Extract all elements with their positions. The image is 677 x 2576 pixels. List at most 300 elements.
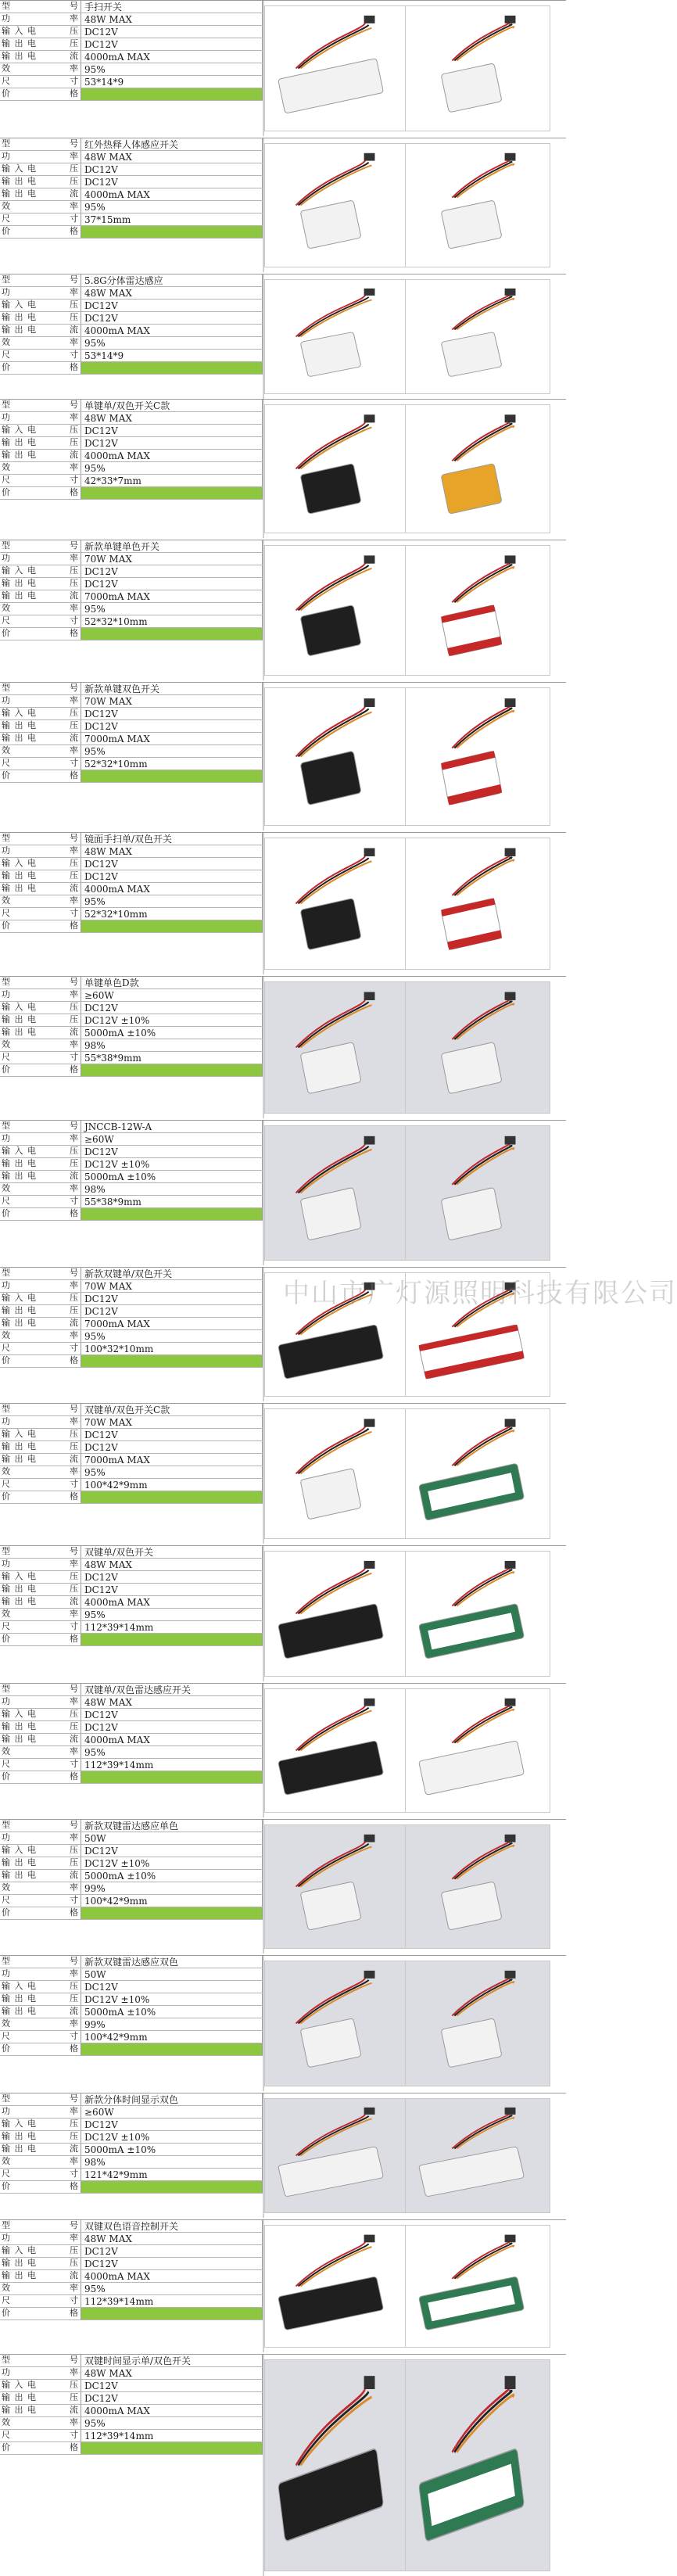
black-touch-switch-photo — [264, 404, 410, 533]
spec-label-left: 功 — [2, 287, 11, 297]
spec-label-output-current — [0, 2405, 81, 2416]
spec-value-input-voltage: DC12V — [81, 1429, 263, 1440]
spec-value-size: 100*42*9mm — [81, 1479, 263, 1491]
spec-label-left: 效 — [2, 2283, 11, 2293]
product-block — [0, 2219, 566, 2352]
spec-label-left: 效 — [2, 2156, 11, 2166]
spec-label-efficiency — [0, 1746, 81, 1758]
spec-label-right: 寸 — [70, 1621, 79, 1631]
spec-value-input-voltage: DC12V — [81, 1571, 263, 1583]
spec-row-input-voltage — [0, 2245, 263, 2258]
spec-label-right: 流 — [70, 188, 79, 199]
spec-label-power — [0, 1832, 81, 1844]
spec-value-size: 55*38*9mm — [81, 1196, 263, 1207]
product-block — [0, 1819, 566, 1954]
spec-value-model: 新款双键单/双色开关 — [81, 1268, 263, 1279]
spec-row-power — [0, 151, 263, 163]
spec-label-efficiency — [0, 1039, 81, 1051]
spec-label-right: 寸 — [70, 908, 79, 918]
spec-value-efficiency: 95% — [81, 1609, 263, 1620]
spec-value-price — [81, 88, 263, 100]
spec-label-left: 价 — [2, 2043, 11, 2054]
spec-label-right: 率 — [70, 201, 79, 211]
spec-row-power — [0, 695, 263, 708]
spec-label-left: 尺 — [2, 213, 11, 224]
spec-label-left: 输 入 电 — [2, 1981, 37, 1991]
spec-label-left: 尺 — [2, 1759, 11, 1769]
spec-row-output-current — [0, 188, 263, 201]
spec-label-power — [0, 1696, 81, 1708]
white-panel-photo-image — [265, 1825, 409, 1948]
spec-label-right: 压 — [70, 300, 79, 310]
spec-table — [0, 683, 263, 831]
spec-value-model: 新款双键雷达感应双色 — [81, 1956, 263, 1968]
spec-value-efficiency: 95% — [81, 1746, 263, 1758]
spec-label-right: 压 — [70, 163, 79, 174]
spec-table — [0, 2220, 263, 2352]
spec-row-input-voltage — [0, 26, 263, 38]
spec-label-left: 价 — [2, 1907, 11, 1918]
spec-label-right: 号 — [70, 540, 79, 551]
spec-value-output-voltage: DC12V — [81, 38, 263, 50]
spec-value-output-current: 4000mA MAX — [81, 2270, 263, 2282]
spec-value-size: 52*32*10mm — [81, 758, 263, 770]
spec-label-right: 率 — [70, 845, 79, 856]
green-bar-switch-photo — [405, 1551, 550, 1677]
time-display-switch-green-photo — [405, 2359, 550, 2571]
spec-row-efficiency — [0, 462, 263, 475]
spec-value-output-voltage: DC12V — [81, 312, 263, 324]
spec-label-right: 率 — [70, 553, 79, 563]
spec-label-efficiency — [0, 1882, 81, 1894]
spec-value-price — [81, 1208, 263, 1220]
spec-label-left: 输 出 电 — [2, 1454, 37, 1464]
spec-value-model: 单键单/双色开关C款 — [81, 400, 263, 411]
spec-label-input-voltage — [0, 858, 81, 870]
spec-label-output-voltage — [0, 2258, 81, 2269]
watermark: 中山市广灯源照明科技有限公司 — [283, 1278, 677, 1309]
spec-label-left: 功 — [2, 1968, 11, 1979]
spec-label-right: 率 — [70, 2283, 79, 2293]
spec-row-output-current — [0, 1596, 263, 1609]
spec-label-left: 效 — [2, 1609, 11, 1619]
spec-label-right: 压 — [70, 1429, 79, 1439]
spec-label-input-voltage — [0, 2245, 81, 2257]
spec-label-right: 压 — [70, 2380, 79, 2390]
spec-label-right: 压 — [70, 1993, 79, 2004]
spec-label-power — [0, 1133, 81, 1145]
product-block — [0, 540, 566, 680]
spec-value-size: 100*42*9mm — [81, 2031, 263, 2043]
spec-label-left: 输 出 电 — [2, 883, 37, 893]
green-long-switch-photo — [405, 1408, 550, 1539]
spec-label-right: 率 — [70, 1746, 79, 1756]
white-panel-switch-wired-photo — [405, 1125, 550, 1261]
spec-value-input-voltage: DC12V — [81, 708, 263, 719]
spec-value-output-current: 5000mA ±10% — [81, 2144, 263, 2155]
spec-label-right: 格 — [70, 1208, 79, 1218]
spec-row-size — [0, 1196, 263, 1208]
spec-label-right: 压 — [70, 1014, 79, 1024]
spec-label-left: 尺 — [2, 1052, 11, 1062]
spec-label-left: 型 — [2, 540, 11, 551]
spec-table — [0, 138, 263, 272]
spec-row-output-current — [0, 590, 263, 603]
spec-table — [0, 1956, 263, 2091]
spec-row-output-current — [0, 325, 263, 337]
spec-value-efficiency: 98% — [81, 1183, 263, 1195]
spec-label-size — [0, 1621, 81, 1633]
spec-label-output-voltage — [0, 720, 81, 732]
spec-value-size: 53*14*9 — [81, 76, 263, 88]
spec-label-size — [0, 475, 81, 486]
spec-label-left: 功 — [2, 2367, 11, 2377]
spec-label-right: 压 — [70, 1709, 79, 1719]
spec-label-left: 功 — [2, 553, 11, 563]
spec-table — [0, 1820, 263, 1954]
white-panel-wired-photo — [405, 1824, 550, 1949]
spec-label-right: 格 — [70, 226, 79, 236]
voice-switch-green-photo — [405, 2225, 550, 2348]
spec-value-price — [81, 2442, 263, 2454]
spec-label-right: 流 — [70, 1318, 79, 1328]
spec-label-model — [0, 683, 81, 694]
spec-value-size: 112*39*14mm — [81, 1759, 263, 1771]
spec-label-left: 型 — [2, 2355, 11, 2365]
spec-value-efficiency: 95% — [81, 462, 263, 474]
spec-label-left: 输 入 电 — [2, 300, 37, 310]
spec-value-input-voltage: DC12V — [81, 2119, 263, 2130]
product-block — [0, 1120, 566, 1265]
white-bar-board-photo-image — [406, 1689, 550, 1812]
spec-label-size — [0, 1479, 81, 1491]
spec-label-input-voltage — [0, 1981, 81, 1993]
spec-value-price — [81, 628, 263, 640]
spec-label-right: 流 — [70, 1734, 79, 1744]
spec-label-right: 压 — [70, 1571, 79, 1581]
spec-label-right: 格 — [70, 1355, 79, 1365]
spec-label-right: 号 — [70, 138, 79, 149]
spec-label-left: 功 — [2, 1280, 11, 1290]
spec-label-model — [0, 2093, 81, 2105]
spec-label-right: 率 — [70, 151, 79, 161]
spec-label-right: 压 — [70, 1981, 79, 1991]
black-bar-switch-photo-image — [265, 1552, 409, 1676]
spec-label-right: 率 — [70, 2156, 79, 2166]
spec-value-model: 新款分体时间显示双色 — [81, 2093, 263, 2105]
spec-row-efficiency — [0, 2417, 263, 2430]
spec-label-left: 输 出 电 — [2, 38, 37, 48]
spec-label-left: 输 出 电 — [2, 578, 37, 588]
spec-label-size — [0, 2295, 81, 2307]
spec-row-price — [0, 2181, 263, 2194]
spec-row-size — [0, 2031, 263, 2043]
spec-label-model — [0, 1956, 81, 1968]
spec-label-left: 效 — [2, 1330, 11, 1340]
spec-value-input-voltage: DC12V — [81, 26, 263, 38]
spec-label-output-current — [0, 450, 81, 461]
spec-table — [0, 540, 263, 680]
spec-label-power — [0, 845, 81, 857]
spec-label-output-current — [0, 2270, 81, 2282]
spec-label-model — [0, 1820, 81, 1832]
wired-sensor-photo-image — [406, 6, 550, 131]
spec-label-right: 流 — [70, 1870, 79, 1880]
spec-label-price — [0, 1634, 81, 1645]
spec-label-right: 寸 — [70, 2031, 79, 2041]
spec-label-input-voltage — [0, 1293, 81, 1304]
spec-label-price — [0, 88, 81, 100]
spec-label-right: 流 — [70, 2144, 79, 2154]
spec-label-right: 号 — [70, 2220, 79, 2230]
spec-row-size — [0, 908, 263, 920]
spec-label-right: 压 — [70, 38, 79, 48]
spec-label-left: 型 — [2, 400, 11, 410]
spec-label-right: 压 — [70, 720, 79, 730]
spec-row-size — [0, 1621, 263, 1634]
spec-label-output-voltage — [0, 1305, 81, 1317]
white-panel-photo — [264, 1961, 410, 2086]
green-bar-switch-photo-image — [406, 1552, 550, 1676]
display-module-photo-image — [265, 2099, 409, 2212]
product-block — [0, 1403, 566, 1544]
spec-label-right: 率 — [70, 63, 79, 74]
spec-row-price — [0, 362, 263, 375]
spec-label-input-voltage — [0, 1002, 81, 1014]
spec-row-model — [0, 540, 263, 553]
pir-sensor-closeup-photo-image — [265, 144, 409, 267]
spec-value-price — [81, 362, 263, 374]
spec-label-left: 输 入 电 — [2, 1002, 37, 1012]
spec-label-power — [0, 695, 81, 707]
spec-value-input-voltage: DC12V — [81, 163, 263, 175]
spec-value-efficiency: 99% — [81, 2018, 263, 2030]
spec-label-right: 压 — [70, 708, 79, 718]
spec-row-price — [0, 628, 263, 640]
spec-value-power: 48W MAX — [81, 151, 263, 163]
spec-row-price — [0, 88, 263, 101]
spec-value-efficiency: 98% — [81, 2156, 263, 2168]
spec-row-price — [0, 1771, 263, 1784]
spec-label-model — [0, 540, 81, 552]
spec-value-price — [81, 1355, 263, 1367]
spec-label-left: 型 — [2, 138, 11, 149]
spec-row-size — [0, 2295, 263, 2308]
spec-value-efficiency: 95% — [81, 201, 263, 213]
spec-label-left: 输 出 电 — [2, 1993, 37, 2004]
spec-label-left: 尺 — [2, 76, 11, 86]
spec-label-right: 率 — [70, 1832, 79, 1842]
spec-label-left: 价 — [2, 2308, 11, 2318]
spec-label-power — [0, 553, 81, 565]
spec-value-price — [81, 1064, 263, 1076]
spec-value-output-voltage: DC12V ±10% — [81, 1014, 263, 1026]
spec-label-right: 寸 — [70, 2430, 79, 2440]
spec-label-left: 输 入 电 — [2, 425, 37, 435]
spec-row-size — [0, 2169, 263, 2181]
spec-value-model: 5.8G分体雷达感应 — [81, 274, 263, 286]
spec-label-left: 效 — [2, 1039, 11, 1049]
spec-value-model: JNCCB-12W-A — [81, 1121, 263, 1132]
spec-value-output-current: 4000mA MAX — [81, 1734, 263, 1745]
product-block — [0, 138, 566, 272]
spec-row-size — [0, 350, 263, 362]
spec-row-model — [0, 138, 263, 151]
spec-label-left: 价 — [2, 1355, 11, 1365]
black-bar-switch-photo-image — [265, 1689, 409, 1812]
spec-row-power — [0, 287, 263, 300]
spec-label-model — [0, 1121, 81, 1132]
spec-label-right: 率 — [70, 745, 79, 755]
spec-row-model — [0, 1, 263, 13]
spec-label-model — [0, 138, 81, 150]
spec-label-left: 价 — [2, 1771, 11, 1781]
spec-row-model — [0, 2093, 263, 2106]
spec-label-left: 型 — [2, 1684, 11, 1694]
spec-value-efficiency: 95% — [81, 895, 263, 907]
spec-label-right: 压 — [70, 858, 79, 868]
spec-value-output-current: 5000mA ±10% — [81, 1171, 263, 1182]
product-block — [0, 1267, 566, 1401]
spec-label-right: 压 — [70, 437, 79, 447]
spec-label-left: 输 出 电 — [2, 2270, 37, 2280]
spec-row-output-voltage — [0, 1584, 263, 1596]
spec-value-power: 48W MAX — [81, 2233, 263, 2244]
spec-value-model: 镜面手扫单/双色开关 — [81, 833, 263, 845]
spec-row-price — [0, 1064, 263, 1077]
spec-row-price — [0, 2043, 263, 2056]
spec-value-power: ≥60W — [81, 989, 263, 1001]
product-block — [0, 682, 566, 831]
spec-value-output-current: 7000mA MAX — [81, 590, 263, 602]
spec-label-right: 号 — [70, 977, 79, 987]
product-block — [0, 399, 566, 538]
spec-table — [0, 1684, 263, 1817]
spec-value-power: 50W — [81, 1832, 263, 1844]
spec-label-right: 格 — [70, 1771, 79, 1781]
spec-label-model — [0, 833, 81, 845]
spec-label-left: 输 出 电 — [2, 437, 37, 447]
spec-label-output-voltage — [0, 437, 81, 449]
spec-label-right: 压 — [70, 1845, 79, 1855]
spec-row-size — [0, 1759, 263, 1771]
spec-value-input-voltage: DC12V — [81, 1002, 263, 1014]
spec-label-power — [0, 2367, 81, 2379]
voice-switch-black-photo-image — [265, 2226, 409, 2347]
spec-label-left: 功 — [2, 695, 11, 705]
spec-label-price — [0, 2181, 81, 2193]
spec-row-price — [0, 2308, 263, 2320]
spec-row-output-voltage — [0, 2258, 263, 2270]
spec-label-size — [0, 1759, 81, 1771]
spec-value-model: 双键单/双色开关 — [81, 1546, 263, 1558]
spec-label-right: 压 — [70, 1293, 79, 1303]
spec-value-input-voltage: DC12V — [81, 1709, 263, 1720]
display-module-wired-photo-image — [406, 2099, 550, 2212]
green-long-switch-photo-image — [406, 1409, 550, 1538]
spec-label-right: 率 — [70, 412, 79, 422]
spec-label-right: 压 — [70, 2119, 79, 2129]
spec-label-right: 格 — [70, 1491, 79, 1501]
spec-label-left: 输 出 电 — [2, 312, 37, 322]
spec-label-price — [0, 1064, 81, 1076]
spec-label-right: 率 — [70, 2018, 79, 2029]
spec-label-right: 流 — [70, 51, 79, 61]
spec-label-left: 输 出 电 — [2, 2131, 37, 2141]
spec-label-left: 价 — [2, 628, 11, 638]
white-bar-sensor-photo-image — [265, 6, 409, 131]
spec-label-right: 率 — [70, 462, 79, 472]
spec-label-left: 输 出 电 — [2, 1027, 37, 1037]
spec-label-left: 功 — [2, 412, 11, 422]
spec-row-model — [0, 833, 263, 845]
spec-row-efficiency — [0, 1330, 263, 1343]
spec-row-model — [0, 1268, 263, 1280]
spec-row-input-voltage — [0, 1429, 263, 1441]
spec-label-left: 效 — [2, 462, 11, 472]
spec-label-left: 价 — [2, 226, 11, 236]
spec-label-left: 输 出 电 — [2, 1305, 37, 1315]
spec-label-left: 输 出 电 — [2, 1596, 37, 1606]
spec-label-size — [0, 213, 81, 225]
spec-label-right: 号 — [70, 1820, 79, 1830]
spec-label-right: 率 — [70, 1330, 79, 1340]
spec-label-right: 号 — [70, 1956, 79, 1966]
red-white-long-switch-photo-image — [406, 1273, 550, 1396]
spec-row-power — [0, 1416, 263, 1429]
spec-label-left: 输 出 电 — [2, 2405, 37, 2415]
spec-label-right: 号 — [70, 1546, 79, 1556]
spec-label-left: 输 出 电 — [2, 1171, 37, 1181]
spec-label-right: 率 — [70, 1466, 79, 1476]
black-switch-photo-image — [265, 838, 409, 969]
spec-label-left: 输 出 电 — [2, 870, 37, 881]
spec-label-right: 压 — [70, 312, 79, 322]
spec-label-right: 率 — [70, 1696, 79, 1706]
spec-label-output-voltage — [0, 1857, 81, 1869]
spec-row-output-voltage — [0, 1721, 263, 1734]
spec-label-output-current — [0, 1454, 81, 1466]
black-switch-photo-image — [265, 688, 409, 825]
spec-row-power — [0, 412, 263, 425]
spec-label-model — [0, 1404, 81, 1415]
spec-value-efficiency: 95% — [81, 2417, 263, 2429]
spec-value-output-voltage: DC12V — [81, 720, 263, 732]
spec-label-price — [0, 628, 81, 640]
spec-row-input-voltage — [0, 858, 263, 870]
spec-row-output-current — [0, 1171, 263, 1183]
spec-label-output-current — [0, 51, 81, 63]
spec-value-power: 50W — [81, 1968, 263, 1980]
spec-row-input-voltage — [0, 300, 263, 312]
spec-label-model — [0, 274, 81, 286]
spec-value-output-voltage: DC12V — [81, 437, 263, 449]
spec-label-size — [0, 908, 81, 920]
spec-row-power — [0, 845, 263, 858]
spec-label-right: 率 — [70, 895, 79, 906]
spec-value-model: 红外热释人体感应开关 — [81, 138, 263, 150]
spec-label-right: 寸 — [70, 1479, 79, 1489]
spec-row-size — [0, 1343, 263, 1355]
spec-value-output-voltage: DC12V ±10% — [81, 2131, 263, 2143]
spec-label-right: 格 — [70, 487, 79, 497]
spec-label-left: 输 出 电 — [2, 720, 37, 730]
spec-value-power: 70W MAX — [81, 1416, 263, 1428]
white-panel-switch-wired-photo-image — [406, 1126, 550, 1260]
spec-label-price — [0, 1907, 81, 1919]
spec-label-size — [0, 350, 81, 361]
spec-row-efficiency — [0, 2283, 263, 2295]
